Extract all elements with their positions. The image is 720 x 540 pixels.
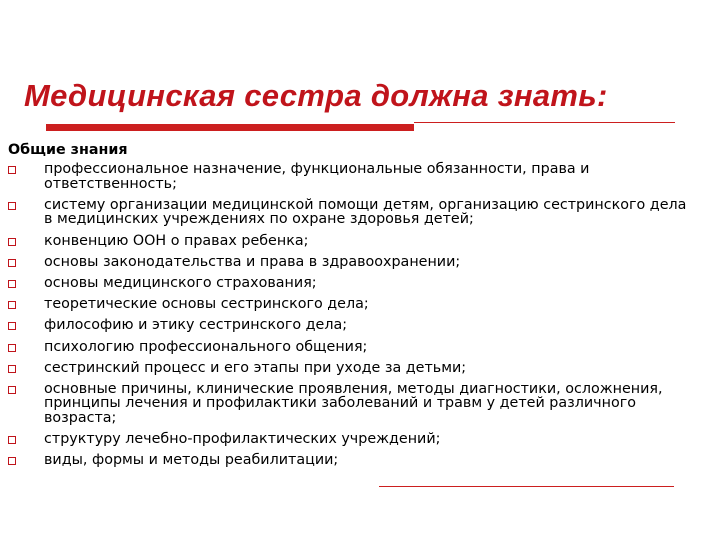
list-item-text: профессиональное назначение, функциональные обязанности, права и ответственность; [44, 161, 590, 192]
hollow-square-icon [8, 238, 16, 246]
hollow-square-icon [8, 280, 16, 288]
hollow-square-icon [8, 436, 16, 444]
list-item [8, 382, 698, 426]
list-item [8, 318, 698, 333]
list-item-text: сестринский процесс и его этапы при уходе за детьми; [44, 359, 467, 376]
hollow-square-icon [8, 259, 16, 267]
list-item [8, 198, 698, 227]
list-item [8, 432, 698, 447]
bottom-rule [379, 486, 674, 487]
hollow-square-icon [8, 365, 16, 373]
section-heading: Общие знания [8, 142, 128, 158]
list-item-text: философию и этику сестринского дела; [44, 317, 348, 334]
list-item [8, 276, 698, 291]
title-underline-thick [46, 124, 414, 131]
bullet-list [8, 162, 698, 468]
content-area [8, 141, 698, 475]
list-item-text: виды, формы и методы реабилитации; [44, 452, 339, 469]
hollow-square-icon [8, 322, 16, 330]
list-item [8, 234, 698, 249]
list-item [8, 361, 698, 376]
list-item-text: психологию профессионального общения; [44, 338, 368, 355]
hollow-square-icon [8, 457, 16, 465]
hollow-square-icon [8, 386, 16, 394]
list-item [8, 297, 698, 312]
list-item [8, 162, 698, 191]
hollow-square-icon [8, 344, 16, 352]
list-item-text: основы законодательства и права в здравоохранении; [44, 253, 461, 270]
title-underline-thin [414, 122, 675, 123]
hollow-square-icon [8, 166, 16, 174]
list-item [8, 255, 698, 270]
list-item [8, 453, 698, 468]
list-item [8, 340, 698, 355]
hollow-square-icon [8, 202, 16, 210]
list-item-text: основы медицинского страхования; [44, 274, 317, 291]
list-item-text: основные причины, клинические проявления, методы диагностики, осложнения, принципы лечения и профилактики заболеваний и травм у детей различного возраста; [44, 380, 663, 427]
list-item-text: структуру лечебно-профилактических учреждений; [44, 431, 441, 448]
slide-title: Медицинская сестра должна знать: [24, 78, 608, 113]
list-item-text: систему организации медицинской помощи детям, организацию сестринского дела в медицинских учреждениях по охране здоровья детей; [44, 196, 687, 228]
hollow-square-icon [8, 301, 16, 309]
list-item-text: конвенцию ООН о правах ребенка; [44, 232, 309, 249]
list-item-text: теоретические основы сестринского дела; [44, 296, 369, 313]
